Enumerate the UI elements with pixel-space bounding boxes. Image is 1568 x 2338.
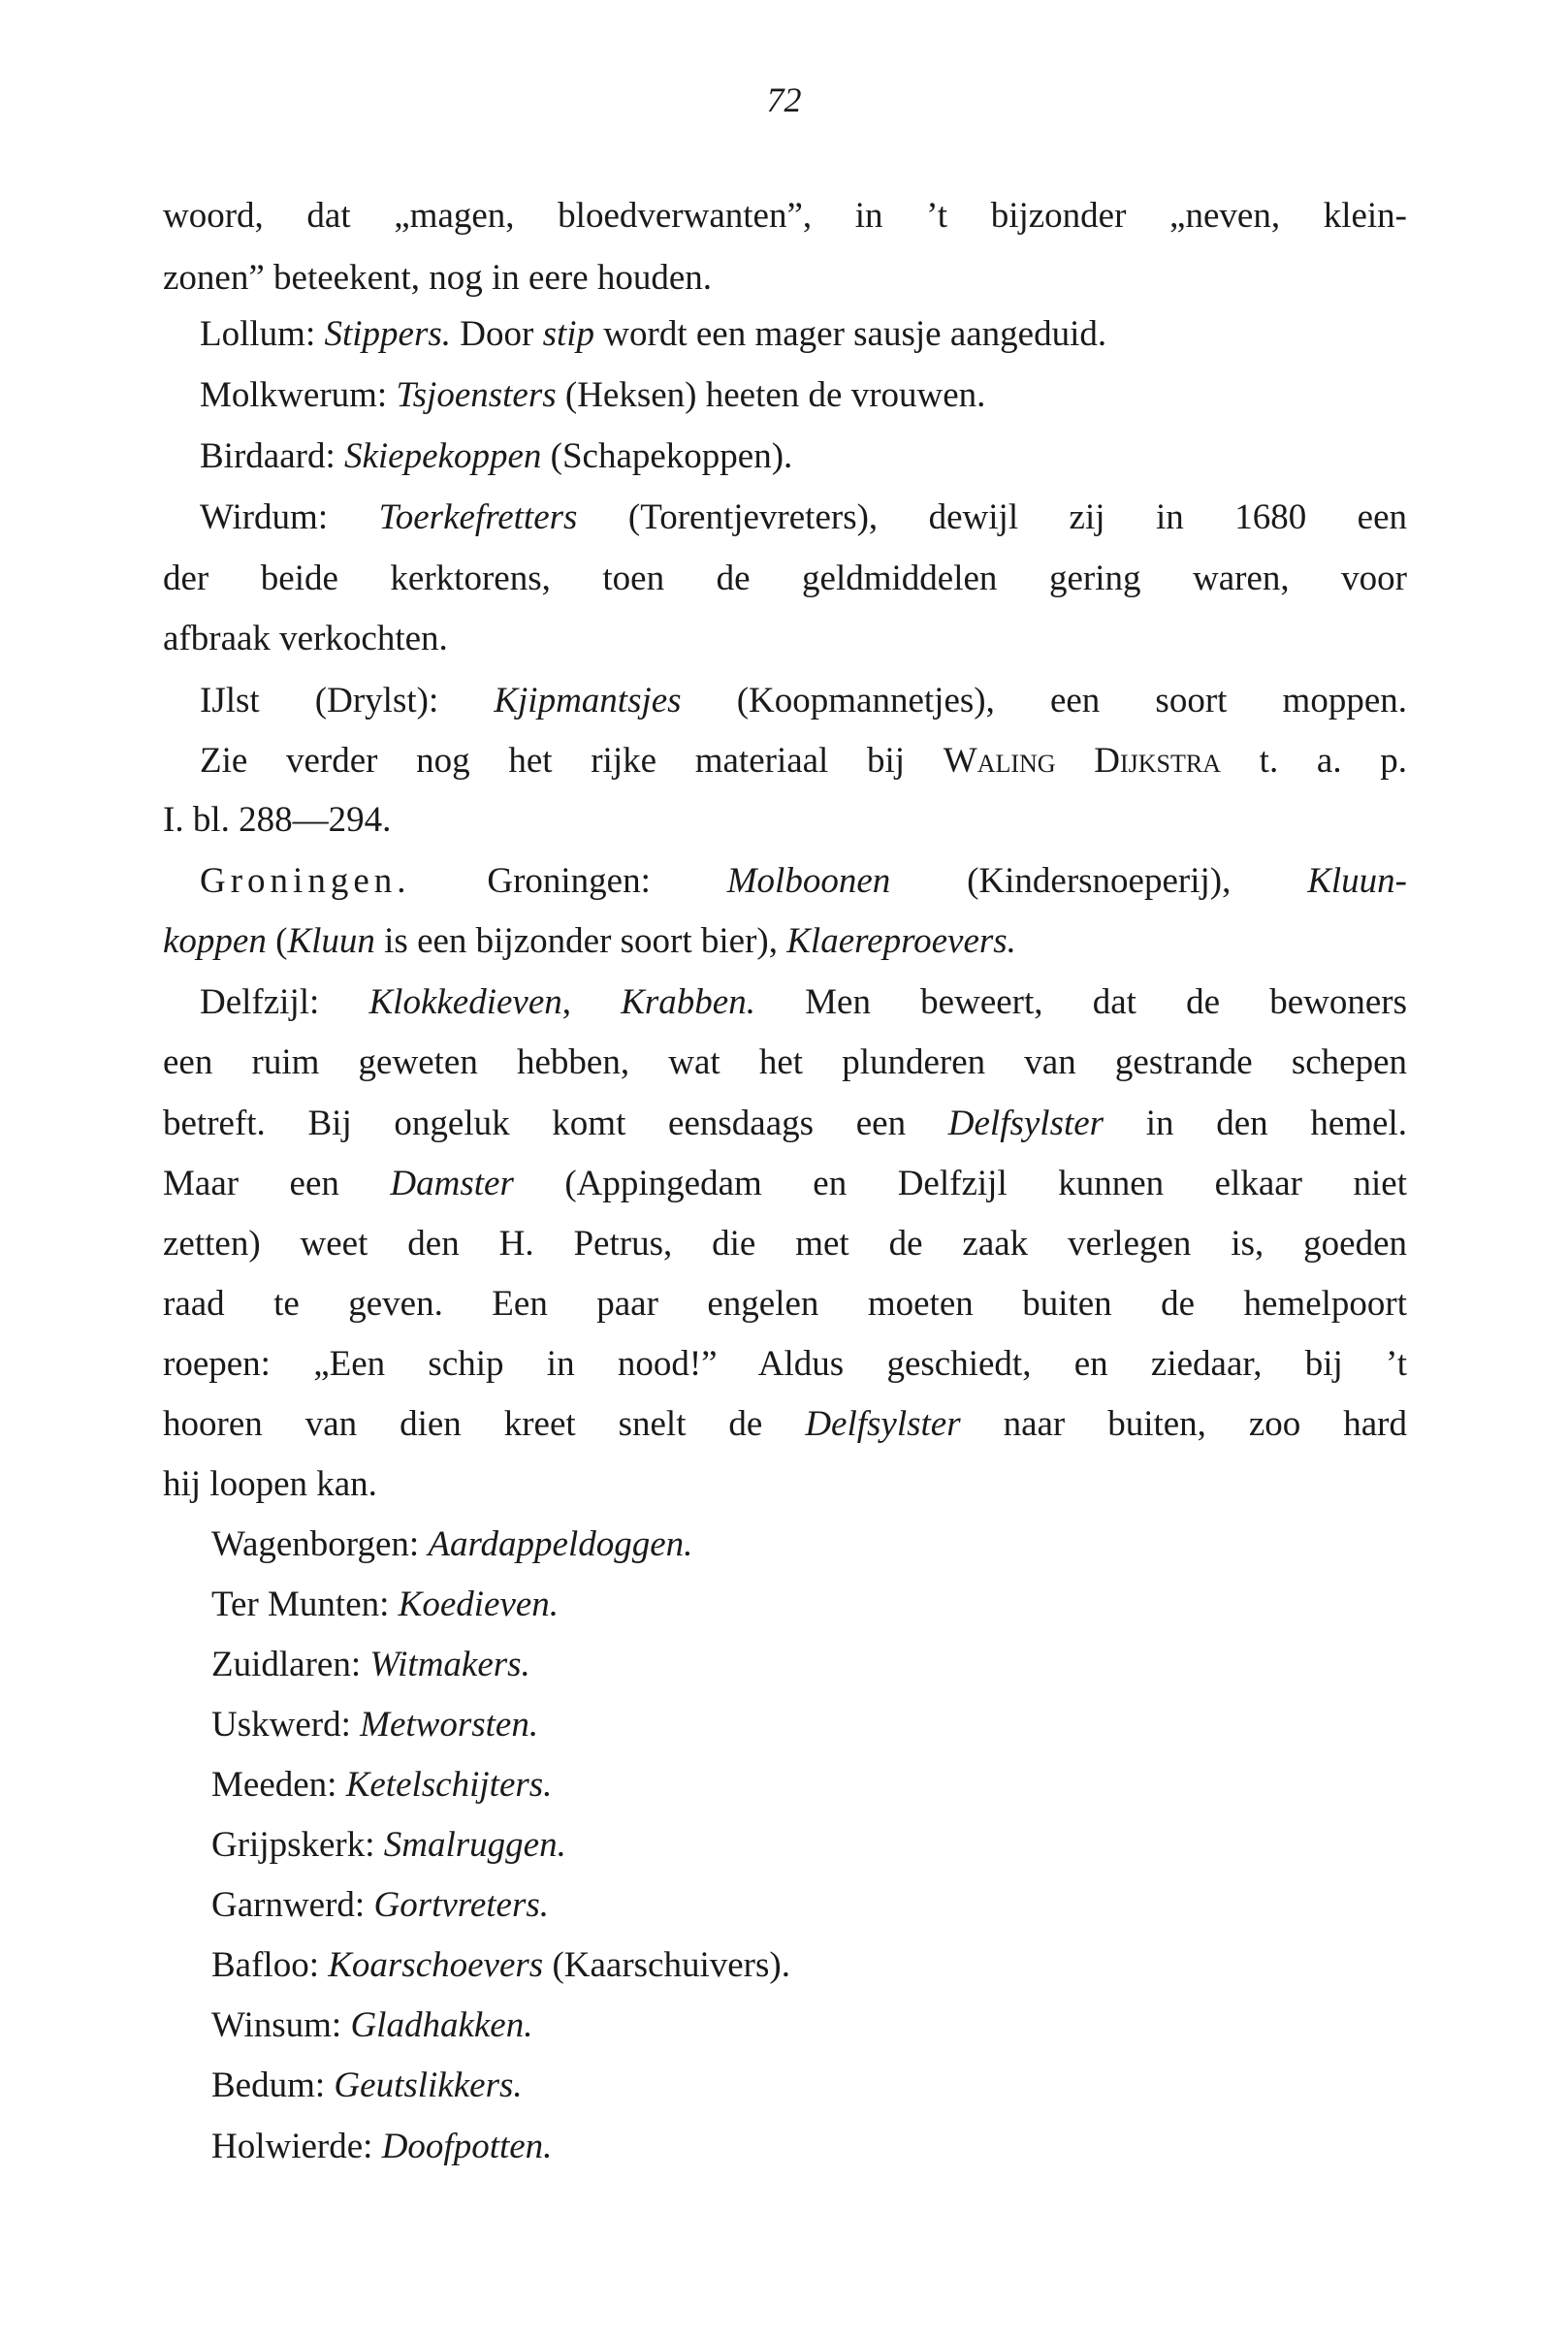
text-segment: der beide kerktorens, toen de geldmiddelen gering waren, voor — [163, 559, 1407, 598]
text-segment: Door — [451, 314, 543, 354]
italic-term: koppen — [163, 921, 267, 961]
text-line — [200, 973, 1407, 1033]
text-segment: Zuidlaren: — [211, 1645, 370, 1684]
text-segment: wordt een mager sausje aangeduid. — [594, 314, 1107, 354]
italic-term: Aardappeldoggen. — [428, 1524, 693, 1564]
text-line — [163, 1455, 377, 1515]
italic-term: Delfsylster — [947, 1104, 1104, 1143]
text-segment: t. a. p. — [1221, 741, 1408, 781]
text-segment: woord, dat „magen, bloedverwanten”, in ’t bijzonder „neven, klein- — [163, 196, 1407, 236]
text-segment: Garnwerd: — [211, 1885, 374, 1925]
italic-term: Stippers. — [324, 314, 452, 354]
text-line — [211, 1515, 692, 1575]
text-line — [200, 851, 1407, 912]
text-segment: Wagenborgen: — [211, 1524, 429, 1564]
italic-term: Geutslikkers. — [334, 2066, 523, 2105]
text-line — [163, 549, 1407, 609]
text-line — [211, 1936, 790, 1996]
italic-term: Witmakers. — [369, 1645, 530, 1684]
italic-term: Tsjoensters — [396, 375, 557, 415]
text-segment: (Koopmannetjes), een soort moppen. — [681, 681, 1407, 721]
italic-term: Koarschoevers — [328, 1945, 544, 1985]
text-line — [200, 488, 1407, 548]
italic-term: Metworsten. — [360, 1705, 539, 1745]
text-segment: raad te geven. Een paar engelen moeten buiten de hemelpoort — [163, 1284, 1407, 1324]
text-line — [200, 427, 792, 487]
italic-term: Doofpotten. — [381, 2127, 553, 2166]
text-segment: Grijpskerk: — [211, 1825, 384, 1865]
text-line — [211, 1575, 559, 1635]
text-line — [200, 366, 985, 426]
italic-term: Koedieven. — [398, 1585, 560, 1624]
text-segment: Bedum: — [211, 2066, 335, 2105]
text-segment: (Schapekoppen). — [541, 436, 793, 476]
text-segment: (Kindersnoeperij), — [890, 861, 1308, 901]
text-segment: ( — [266, 921, 288, 961]
italic-term: Kjipmantsjes — [494, 681, 682, 721]
text-segment: naar buiten, zoo hard — [960, 1404, 1407, 1444]
text-segment: (Kaarschuivers). — [543, 1945, 790, 1985]
text-line — [163, 1033, 1407, 1093]
text-segment: Groningen. — [200, 861, 411, 901]
italic-term: Smalruggen. — [383, 1825, 566, 1865]
text-line — [163, 790, 391, 850]
text-segment: Lollum: — [200, 314, 325, 354]
text-line — [163, 1274, 1407, 1334]
text-line — [163, 1394, 1407, 1455]
text-line — [211, 2056, 523, 2116]
text-line — [163, 912, 1016, 972]
italic-term: Kluun — [287, 921, 375, 961]
italic-term: Kluun- — [1307, 861, 1407, 901]
text-line — [163, 186, 1407, 246]
text-segment: IJlst (Drylst): — [200, 681, 495, 721]
text-segment: zonen” beteekent, nog in eere houden. — [163, 258, 713, 298]
text-line — [163, 1334, 1407, 1394]
text-line — [163, 609, 448, 669]
italic-term: Gladhakken. — [350, 2005, 533, 2045]
text-segment: hooren van dien kreet snelt de — [163, 1404, 806, 1444]
text-segment: afbraak verkochten. — [163, 619, 448, 658]
text-segment: Waling Dijkstra — [943, 741, 1221, 781]
italic-term: Klokkedieven — [368, 982, 562, 1022]
text-segment: Maar een — [163, 1164, 391, 1203]
text-segment: (Heksen) heeten de vrouwen. — [556, 375, 986, 415]
text-segment: Men beweert, dat de bewoners — [754, 982, 1407, 1022]
text-line — [211, 1875, 549, 1936]
text-segment: Ter Munten: — [211, 1585, 399, 1624]
italic-term: Ketelschijters. — [345, 1765, 553, 1805]
italic-term: Klaereproevers. — [786, 921, 1016, 961]
text-segment: roepen: „Een schip in nood!” Aldus geschiedt, en ziedaar, bij ’t — [163, 1344, 1407, 1384]
text-line — [211, 2117, 552, 2177]
text-line — [200, 731, 1407, 791]
italic-term: Molboonen — [726, 861, 891, 901]
italic-term: Toerkefretters — [378, 497, 578, 537]
text-segment: een ruim geweten hebben, wat het plunderen van gestrande schepen — [163, 1042, 1407, 1082]
text-segment: Molkwerum: — [200, 375, 397, 415]
text-segment: Holwierde: — [211, 2127, 382, 2166]
text-segment: zetten) weet den H. Petrus, die met de zaak verlegen is, goeden — [163, 1224, 1407, 1264]
italic-term: Skiepekoppen — [343, 436, 542, 476]
text-segment: Bafloo: — [211, 1945, 329, 1985]
text-line — [211, 1695, 538, 1755]
text-segment: Groningen: — [410, 861, 727, 901]
text-segment: hij loopen kan. — [163, 1464, 377, 1504]
text-line — [200, 304, 1106, 365]
text-line — [211, 1815, 566, 1875]
text-segment: I. bl. 288—294. — [163, 800, 392, 840]
text-segment: Zie verder nog het rijke materiaal bij — [200, 741, 944, 781]
text-line — [200, 671, 1407, 731]
text-segment: , — [561, 982, 622, 1022]
text-segment: is een bijzonder soort bier), — [374, 921, 787, 961]
text-line — [163, 1094, 1407, 1154]
text-segment: Delfzijl: — [200, 982, 369, 1022]
text-line — [163, 1214, 1407, 1274]
italic-term: Damster — [390, 1164, 514, 1203]
text-line — [211, 1755, 552, 1815]
italic-term: Krabben. — [621, 982, 755, 1022]
text-segment: (Torentjevreters), dewijl zij in 1680 een — [577, 497, 1408, 537]
text-segment: (Appingedam en Delfzijl kunnen elkaar niet — [513, 1164, 1407, 1203]
text-segment: Wirdum: — [200, 497, 379, 537]
text-segment: Meeden: — [211, 1765, 346, 1805]
page-number: 72 — [766, 80, 802, 119]
text-line — [163, 248, 712, 308]
text-segment: Winsum: — [211, 2005, 351, 2045]
text-segment: betreft. Bij ongeluk komt eensdaags een — [163, 1104, 948, 1143]
text-line — [211, 1635, 530, 1695]
italic-term: Delfsylster — [805, 1404, 961, 1444]
italic-term: stip — [542, 314, 595, 354]
text-line — [163, 1154, 1407, 1214]
text-segment: Uskwerd: — [211, 1705, 361, 1745]
text-line — [211, 1996, 532, 2056]
text-segment: in den hemel. — [1104, 1104, 1407, 1143]
text-segment: Birdaard: — [200, 436, 344, 476]
italic-term: Gortvreters. — [373, 1885, 549, 1925]
